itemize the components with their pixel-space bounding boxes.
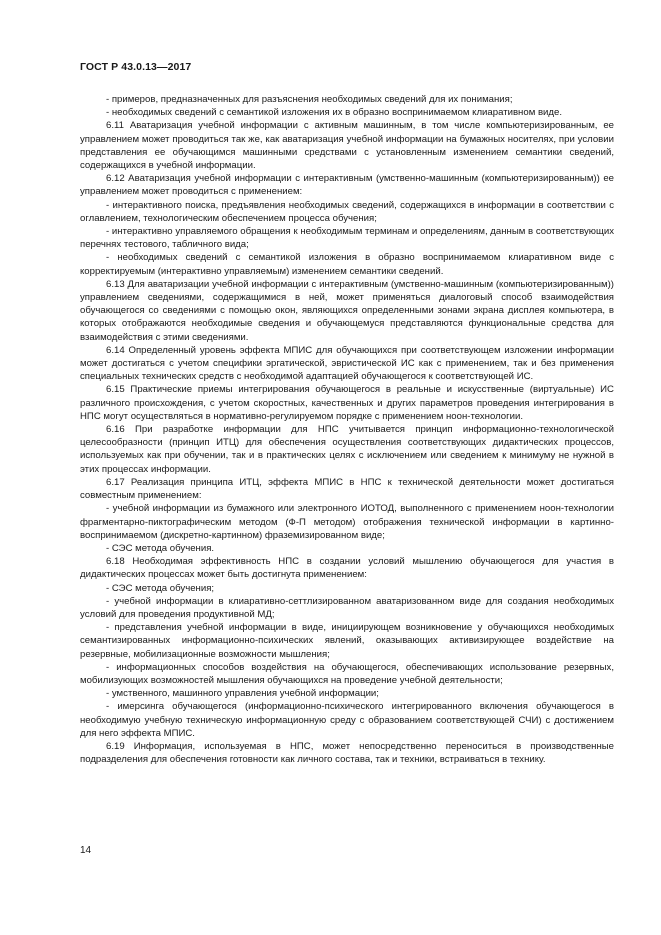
- paragraph: 6.13 Для аватаризации учебной информации с интерактивным (умственно-машинным (компьютеризированным)) управлением сведениями, содержащимися в ней, может применяться диалоговый способ взаимодействия обучающегося со сведениями с помощью окон, являющихся определенными зонами экрана дисплея компьютера, в которых отображаются необходимые сведения и обучающемуся представляются функциональные средства для взаимодействия с этими сведениями.: [80, 278, 614, 343]
- paragraph: 6.15 Практические приемы интегрирования обучающегося в реальные и искусственные (виртуальные) ИС различного происхождения, с учетом скоростных, качественных и других параметров проведения интегрирования в НПС могут осуществляться в нормативно-регулируемом порядке с применением ноон-технологии.: [80, 384, 614, 422]
- paragraph: - примеров, предназначенных для разъяснения необходимых сведений для их понимания;: [106, 94, 513, 105]
- paragraph: - СЭС метода обучения.: [106, 542, 215, 554]
- document-body: [80, 93, 614, 766]
- paragraph: - информационных способов воздействия на обучающегося, обеспечивающих использование резервных, мобилизующих возможностей мышления обучающихся на проведение учебной деятельности;: [80, 661, 614, 686]
- page-number: 14: [80, 845, 92, 856]
- paragraph: 6.12 Аватаризация учебной информации с интерактивным (умственно-машинным (компьютеризированным)) ее управлением может проводиться с применением:: [80, 173, 614, 198]
- document-header: ГОСТ Р 43.0.13—2017: [80, 61, 192, 73]
- paragraph: - интерактивно управляемого обращения к необходимым терминам и определениям, данным в соответствующих перечнях тестового, табличного вида;: [80, 226, 614, 251]
- paragraph: 6.16 При разработке информации для НПС учитывается принцип информационно-технологической целесообразности (принцип ИТЦ) для обеспечения осуществления соответствующих дидактических процессов, используемых как при обучении, так и в практических целях с исключением или сведением к минимуму не нужной в этих процессах информации.: [80, 424, 614, 475]
- paragraph: - учебной информации в клиаративно-сеттлизированном аватаризованном виде для создания необходимых условий для проведения продуктивной МД;: [80, 595, 614, 620]
- paragraph: - учебной информации из бумажного или электронного ИОТОД, выполненного с применением ноон-технологии фрагментарно-пиктографическим методом (Ф-П методом) отображения технической информации в картинно-воспринимаемом (дискретно-картинном) фраземизированном виде;: [80, 503, 614, 541]
- paragraph: - представления учебной информации в виде, инициирующем возникновение у обучающихся необходимых семантизированных информационно-психических явлений, оказывающих активизирующее воздействие на резервные, мобилизационные возможности мышления;: [80, 622, 614, 660]
- paragraph: 6.14 Определенный уровень эффекта МПИС для обучающихся при соответствующем изложении информации может достигаться с учетом специфики эргатической, эвристической ИС как с применением, так и без применения специальных технических средств с необходимой адаптацией обучающегося к соответствующей ИС.: [80, 344, 614, 383]
- paragraph: 6.11 Аватаризация учебной информации с активным машинным, в том числе компьютеризированным, ее управлением может проводиться так же, как аватаризация учебной информации на бумажных носителях, при условии представления ее обучающимся машинными средствами с установленным изменением семантики сведений, содержащихся в учебной информации.: [80, 120, 614, 172]
- paragraph: 6.18 Необходимая эффективность НПС в создании условий мышлению обучающегося для участия в дидактических процессах может быть достигнута применением:: [80, 556, 614, 581]
- paragraph: - интерактивного поиска, предъявления необходимых сведений, содержащихся в информации в соответствии с оглавлением, технологическим обеспечением процесса обучения;: [80, 199, 614, 224]
- paragraph: - необходимых сведений с семантикой изложения в образно воспринимаемом клиаративном виде с корректируемым (интерактивно управляемым) изменением семантики сведений.: [80, 252, 614, 277]
- paragraph: - СЭС метода обучения;: [106, 582, 215, 594]
- paragraph: 6.17 Реализация принципа ИТЦ, эффекта МПИС в НПС к технической деятельности может достигаться совместным применением:: [80, 476, 614, 502]
- paragraph: - необходимых сведений с семантикой изложения их в образно воспринимаемом клиаративном виде.: [106, 107, 563, 119]
- paragraph: 6.19 Информация, используемая в НПС, может непосредственно переноситься в производственные подразделения для обеспечения готовности как личного состава, так и техники, встраиваться в технику.: [80, 740, 614, 766]
- paragraph: - умственного, машинного управления учебной информации;: [106, 688, 379, 700]
- paragraph: - имерсинга обучающегося (информационно-психического интегрированного включения обучающегося в необходимую учебную техническую информационную среду с образованием соответствующей СЧИ) с достижением для него эффекта МПИС.: [80, 701, 614, 739]
